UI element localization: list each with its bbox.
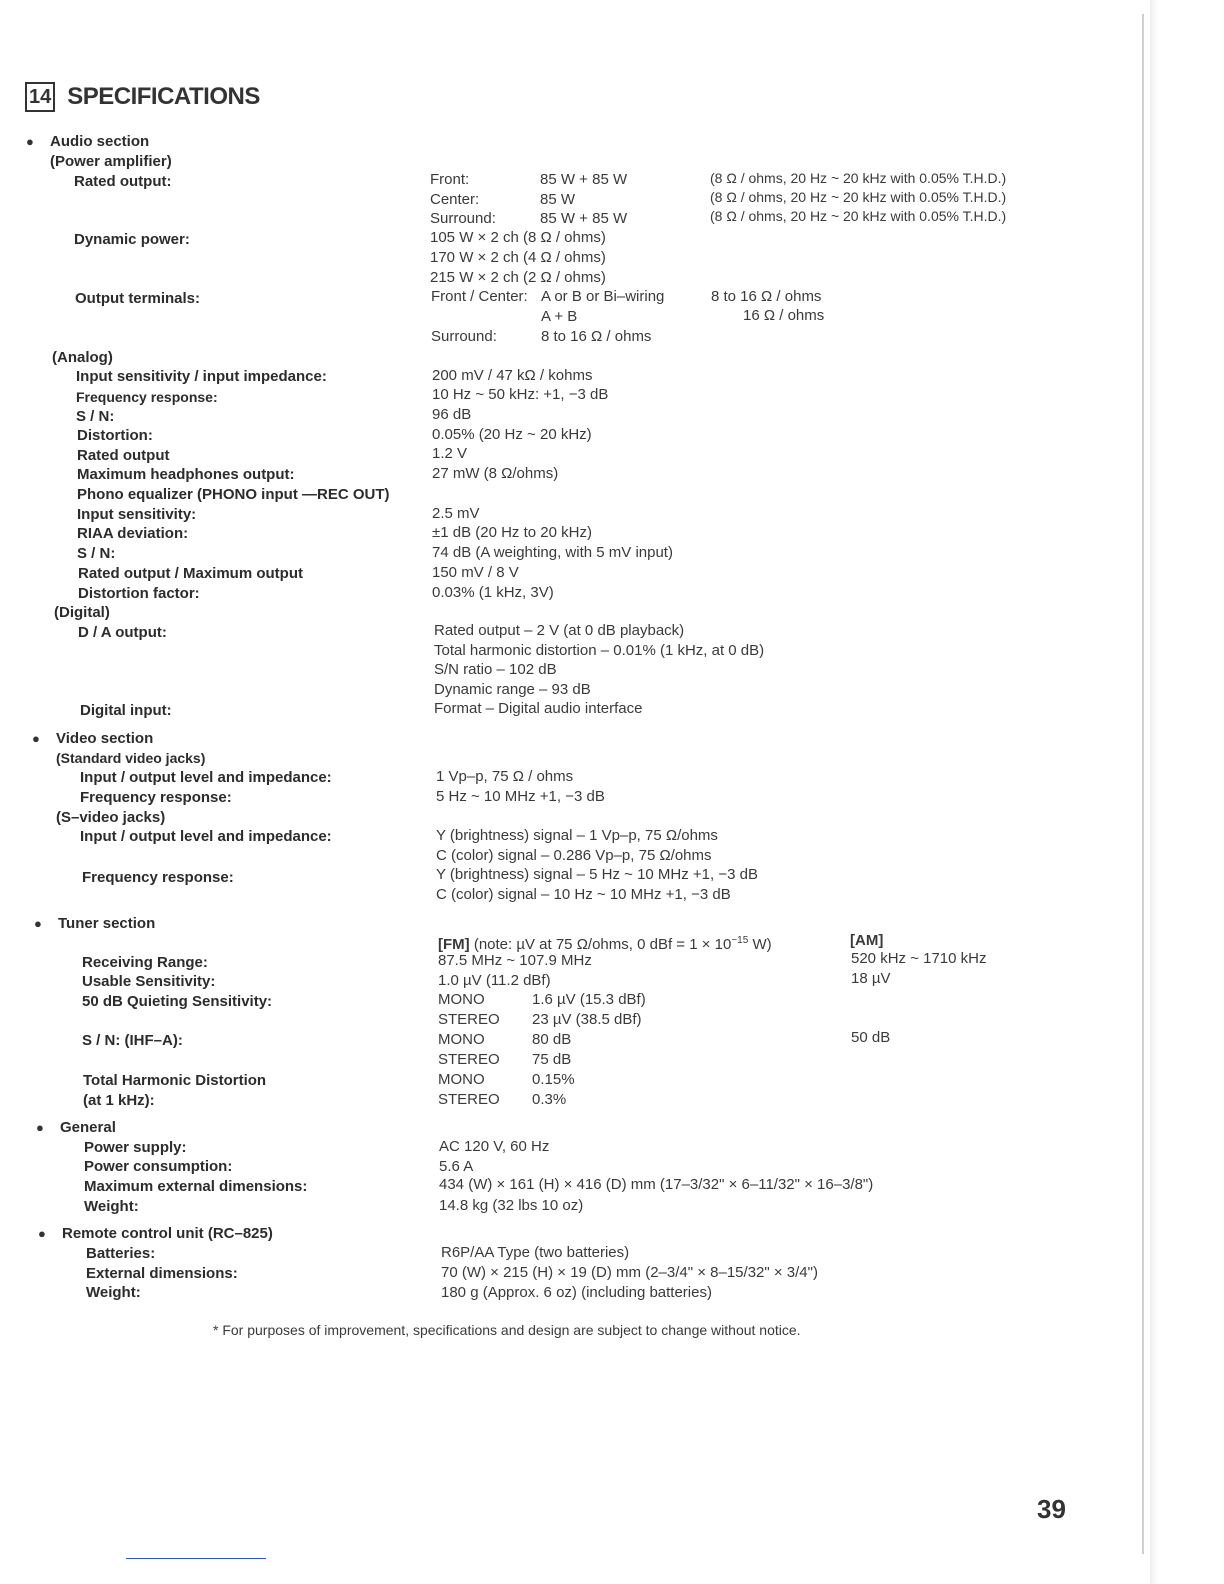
thd-value-1: 0.3%: [532, 1091, 567, 1108]
bottom-rule: [126, 1558, 266, 1559]
analog-label-0: Input sensitivity / input impedance:: [76, 368, 327, 385]
phono-value-3: 150 mV / 8 V: [432, 564, 519, 581]
bullet-icon: ●: [36, 1120, 44, 1135]
remote-label-0: Batteries:: [86, 1245, 156, 1262]
standard-video-heading: (Standard video jacks): [56, 750, 206, 766]
video-heading: Video section: [56, 730, 154, 747]
ot-ab-imp: 16 Ω / ohms: [743, 307, 825, 324]
rated-front-ch: Front:: [430, 171, 470, 188]
analog-label-3: Distortion:: [77, 427, 153, 444]
rated-center-val: 85 W: [540, 191, 576, 208]
ot-front-ch: Front / Center:: [431, 288, 528, 305]
general-value-1: 5.6 A: [439, 1158, 474, 1175]
thd-mode-1: STEREO: [438, 1091, 500, 1108]
remote-heading: Remote control unit (RC–825): [62, 1225, 273, 1242]
quieting-value-0: 1.6 µV (15.3 dBf): [532, 991, 646, 1008]
dynamic-power-4ohm: 170 W × 2 ch (4 Ω / ohms): [430, 249, 606, 266]
dynamic-power-8ohm: 105 W × 2 ch (8 Ω / ohms): [430, 229, 606, 246]
section-number: 14: [25, 82, 55, 112]
sn-value-1: 75 dB: [532, 1051, 572, 1068]
general-label-3: Weight:: [84, 1198, 139, 1215]
quieting-mode-0: MONO: [438, 991, 485, 1008]
bullet-icon: ●: [26, 134, 34, 149]
receiving-range-fm: 87.5 MHz ~ 107.9 MHz: [438, 952, 592, 969]
std-freq-label: Frequency response:: [80, 789, 232, 806]
sn-am: 50 dB: [851, 1029, 891, 1046]
ot-front-val: A or B or Bi–wiring: [541, 288, 665, 305]
section-title-text: SPECIFICATIONS: [67, 83, 260, 110]
rated-surround-val: 85 W + 85 W: [540, 210, 628, 227]
receiving-range-am: 520 kHz ~ 1710 kHz: [851, 950, 987, 967]
dynamic-power-label: Dynamic power:: [74, 231, 190, 248]
phono-heading: Phono equalizer (PHONO input —REC OUT): [77, 486, 390, 503]
digital-input-value: Format – Digital audio interface: [434, 700, 643, 717]
rated-surround-ch: Surround:: [430, 210, 496, 227]
footnote: * For purposes of improvement, specifications and design are subject to change without notice.: [213, 1322, 801, 1338]
general-heading: General: [60, 1119, 116, 1136]
remote-value-2: 180 g (Approx. 6 oz) (including batteries): [441, 1284, 712, 1301]
rated-center-ch: Center:: [430, 191, 480, 208]
sv-freq-1: C (color) signal – 10 Hz ~ 10 MHz +1, −3 dB: [436, 886, 731, 903]
sn-label: S / N: (IHF–A):: [82, 1032, 183, 1049]
ot-surround-val: 8 to 16 Ω / ohms: [541, 328, 652, 345]
usable-sensitivity-label: Usable Sensitivity:: [82, 973, 216, 990]
remote-value-0: R6P/AA Type (two batteries): [441, 1244, 630, 1261]
sn-mode-0: MONO: [438, 1031, 485, 1048]
rated-front-cond: (8 Ω / ohms, 20 Hz ~ 20 kHz with 0.05% T.H.D.): [710, 170, 1007, 186]
audio-heading: Audio section: [50, 133, 150, 150]
rated-output-label: Rated output:: [74, 173, 172, 190]
general-value-3: 14.8 kg (32 lbs 10 oz): [439, 1197, 584, 1214]
phono-value-1: ±1 dB (20 Hz to 20 kHz): [432, 524, 592, 541]
phono-value-2: 74 dB (A weighting, with 5 mV input): [432, 544, 673, 561]
tuner-heading: Tuner section: [58, 915, 156, 932]
thd-label-2: (at 1 kHz):: [83, 1092, 155, 1109]
da-output-label: D / A output:: [78, 624, 167, 641]
thd-value-0: 0.15%: [532, 1071, 575, 1088]
rated-front-val: 85 W + 85 W: [540, 171, 628, 188]
std-level-label: Input / output level and impedance:: [80, 769, 332, 786]
ot-front-imp: 8 to 16 Ω / ohms: [711, 288, 822, 305]
ot-surround-ch: Surround:: [431, 328, 497, 345]
sv-level-label: Input / output level and impedance:: [80, 828, 332, 845]
digital-input-label: Digital input:: [80, 702, 172, 719]
phono-label-4: Distortion factor:: [78, 585, 200, 602]
usable-sensitivity-fm: 1.0 µV (11.2 dBf): [438, 972, 551, 989]
analog-value-3: 0.05% (20 Hz ~ 20 kHz): [432, 426, 592, 443]
general-label-0: Power supply:: [84, 1139, 187, 1156]
analog-value-4: 1.2 V: [432, 445, 468, 462]
thd-label-1: Total Harmonic Distortion: [83, 1072, 267, 1089]
general-label-2: Maximum external dimensions:: [84, 1178, 308, 1195]
analog-label-4: Rated output: [77, 447, 170, 464]
receiving-range-label: Receiving Range:: [82, 954, 208, 971]
remote-label-1: External dimensions:: [86, 1265, 238, 1282]
digital-heading: (Digital): [54, 604, 110, 621]
analog-heading: (Analog): [52, 349, 113, 366]
remote-label-2: Weight:: [86, 1284, 141, 1301]
quieting-value-1: 23 µV (38.5 dBf): [532, 1011, 642, 1028]
quieting-mode-1: STEREO: [438, 1011, 500, 1028]
quieting-label: 50 dB Quieting Sensitivity:: [82, 993, 273, 1010]
da-output-0: Rated output – 2 V (at 0 dB playback): [434, 622, 685, 639]
fm-tag: [FM]: [438, 936, 470, 953]
std-level-value: 1 Vp–p, 75 Ω / ohms: [436, 768, 574, 785]
fm-note-exponent: −15: [731, 935, 749, 946]
analog-value-1: 10 Hz ~ 50 kHz: +1, −3 dB: [432, 386, 609, 403]
rated-surround-cond: (8 Ω / ohms, 20 Hz ~ 20 kHz with 0.05% T.H.D.): [710, 208, 1007, 224]
sv-freq-label: Frequency response:: [82, 869, 234, 886]
analog-value-5: 27 mW (8 Ω/ohms): [432, 465, 559, 482]
page-edge-shadow: [1150, 0, 1158, 1584]
analog-value-2: 96 dB: [432, 406, 472, 423]
sv-level-1: C (color) signal – 0.286 Vp–p, 75 Ω/ohms: [436, 847, 712, 864]
power-amp-heading: (Power amplifier): [50, 153, 172, 170]
analog-label-5: Maximum headphones output:: [77, 466, 295, 483]
page-edge: [1142, 14, 1144, 1554]
std-freq-value: 5 Hz ~ 10 MHz +1, −3 dB: [436, 788, 605, 805]
remote-value-1: 70 (W) × 215 (H) × 19 (D) mm (2–3/4" × 8–15/32" × 3/4"): [441, 1264, 818, 1281]
phono-value-0: 2.5 mV: [432, 505, 480, 522]
analog-label-1: Frequency response:: [76, 389, 218, 405]
usable-sensitivity-am: 18 µV: [851, 970, 891, 987]
section-title: [25, 82, 260, 112]
phono-label-2: S / N:: [77, 545, 116, 562]
fm-note-end: W): [748, 936, 772, 953]
da-output-2: S/N ratio – 102 dB: [434, 661, 557, 678]
rated-center-cond: (8 Ω / ohms, 20 Hz ~ 20 kHz with 0.05% T.H.D.): [710, 189, 1007, 205]
sn-value-0: 80 dB: [532, 1031, 572, 1048]
general-value-2: 434 (W) × 161 (H) × 416 (D) mm (17–3/32" × 6–11/32" × 16–3/8"): [439, 1176, 874, 1193]
da-output-3: Dynamic range – 93 dB: [434, 681, 591, 698]
bullet-icon: ●: [38, 1226, 46, 1241]
sv-level-0: Y (brightness) signal – 1 Vp–p, 75 Ω/ohms: [436, 827, 718, 844]
phono-value-4: 0.03% (1 kHz, 3V): [432, 584, 554, 601]
dynamic-power-2ohm: 215 W × 2 ch (2 Ω / ohms): [430, 269, 606, 286]
sv-freq-0: Y (brightness) signal – 5 Hz ~ 10 MHz +1, −3 dB: [436, 866, 758, 883]
bullet-icon: ●: [32, 731, 40, 746]
analog-label-2: S / N:: [76, 408, 115, 425]
am-tag: [AM]: [850, 932, 884, 949]
bullet-icon: ●: [34, 916, 42, 931]
thd-mode-0: MONO: [438, 1071, 485, 1088]
ot-ab-val: A + B: [541, 308, 578, 325]
da-output-1: Total harmonic distortion – 0.01% (1 kHz, at 0 dB): [434, 642, 765, 659]
phono-label-3: Rated output / Maximum output: [78, 565, 303, 582]
output-terminals-label: Output terminals:: [75, 290, 201, 307]
svideo-heading: (S–video jacks): [56, 809, 166, 826]
general-value-0: AC 120 V, 60 Hz: [439, 1138, 550, 1155]
phono-label-1: RIAA deviation:: [77, 525, 189, 542]
general-label-1: Power consumption:: [84, 1158, 233, 1175]
fm-note-text: (note: µV at 75 Ω/ohms, 0 dBf = 1 × 10: [469, 936, 732, 953]
analog-value-0: 200 mV / 47 kΩ / kohms: [432, 367, 593, 384]
page-number: 39: [1037, 1494, 1066, 1524]
sn-mode-1: STEREO: [438, 1051, 500, 1068]
phono-label-0: Input sensitivity:: [77, 506, 197, 523]
